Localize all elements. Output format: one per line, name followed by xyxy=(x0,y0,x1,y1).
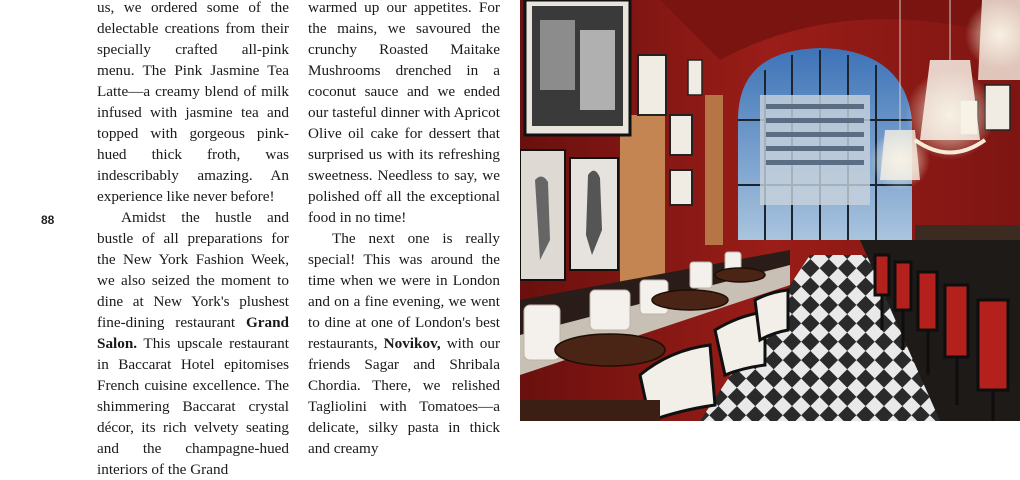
article-column-right xyxy=(308,0,500,459)
restaurant-name: Grand Salon. xyxy=(97,314,289,352)
paragraph: The next one is really special! This was around the time when we were in London and on a fine evening, we went to dine at one of London's best restaurants, Novikov, with our friends Sagar and Shribala Chordia. There, we relished Tagliolini with Tomatoes—a delicate, silky pasta in thick and creamy xyxy=(308,230,500,457)
article-column-left xyxy=(97,0,289,480)
page-number: 88 xyxy=(41,213,55,227)
restaurant-name: Novikov, xyxy=(383,335,441,352)
paragraph: us, we ordered some of the delectable creations from their specially crafted all-pink menu. The Pink Jasmine Tea Latte—a creamy blend of milk infused with jasmine tea and topped with gorgeous pink-hued thick froth, was indescribably amazing. An experience like never before! xyxy=(97,0,289,205)
paragraph: warmed up our appetites. For the mains, we savoured the crunchy Roasted Maitake Mushrooms drenched in a coconut sauce and we ended our tasteful dinner with Apricot Olive oil cake for dessert that surprised us with its refreshing sweetness. Needless to say, we polished off all the exceptional food in no time! xyxy=(308,0,500,226)
restaurant-interior-photo xyxy=(520,0,1020,421)
paragraph: Amidst the hustle and bustle of all preparations for the New York Fashion Week, we also seized the moment to dine at New York's plushest fine-dining restaurant Grand Salon. This upscale restaurant in Baccarat Hotel epitomises French cuisine excellence. The shimmering Baccarat crystal décor, its rich velvety seating and the champagne-hued interiors of the Grand xyxy=(97,209,289,478)
